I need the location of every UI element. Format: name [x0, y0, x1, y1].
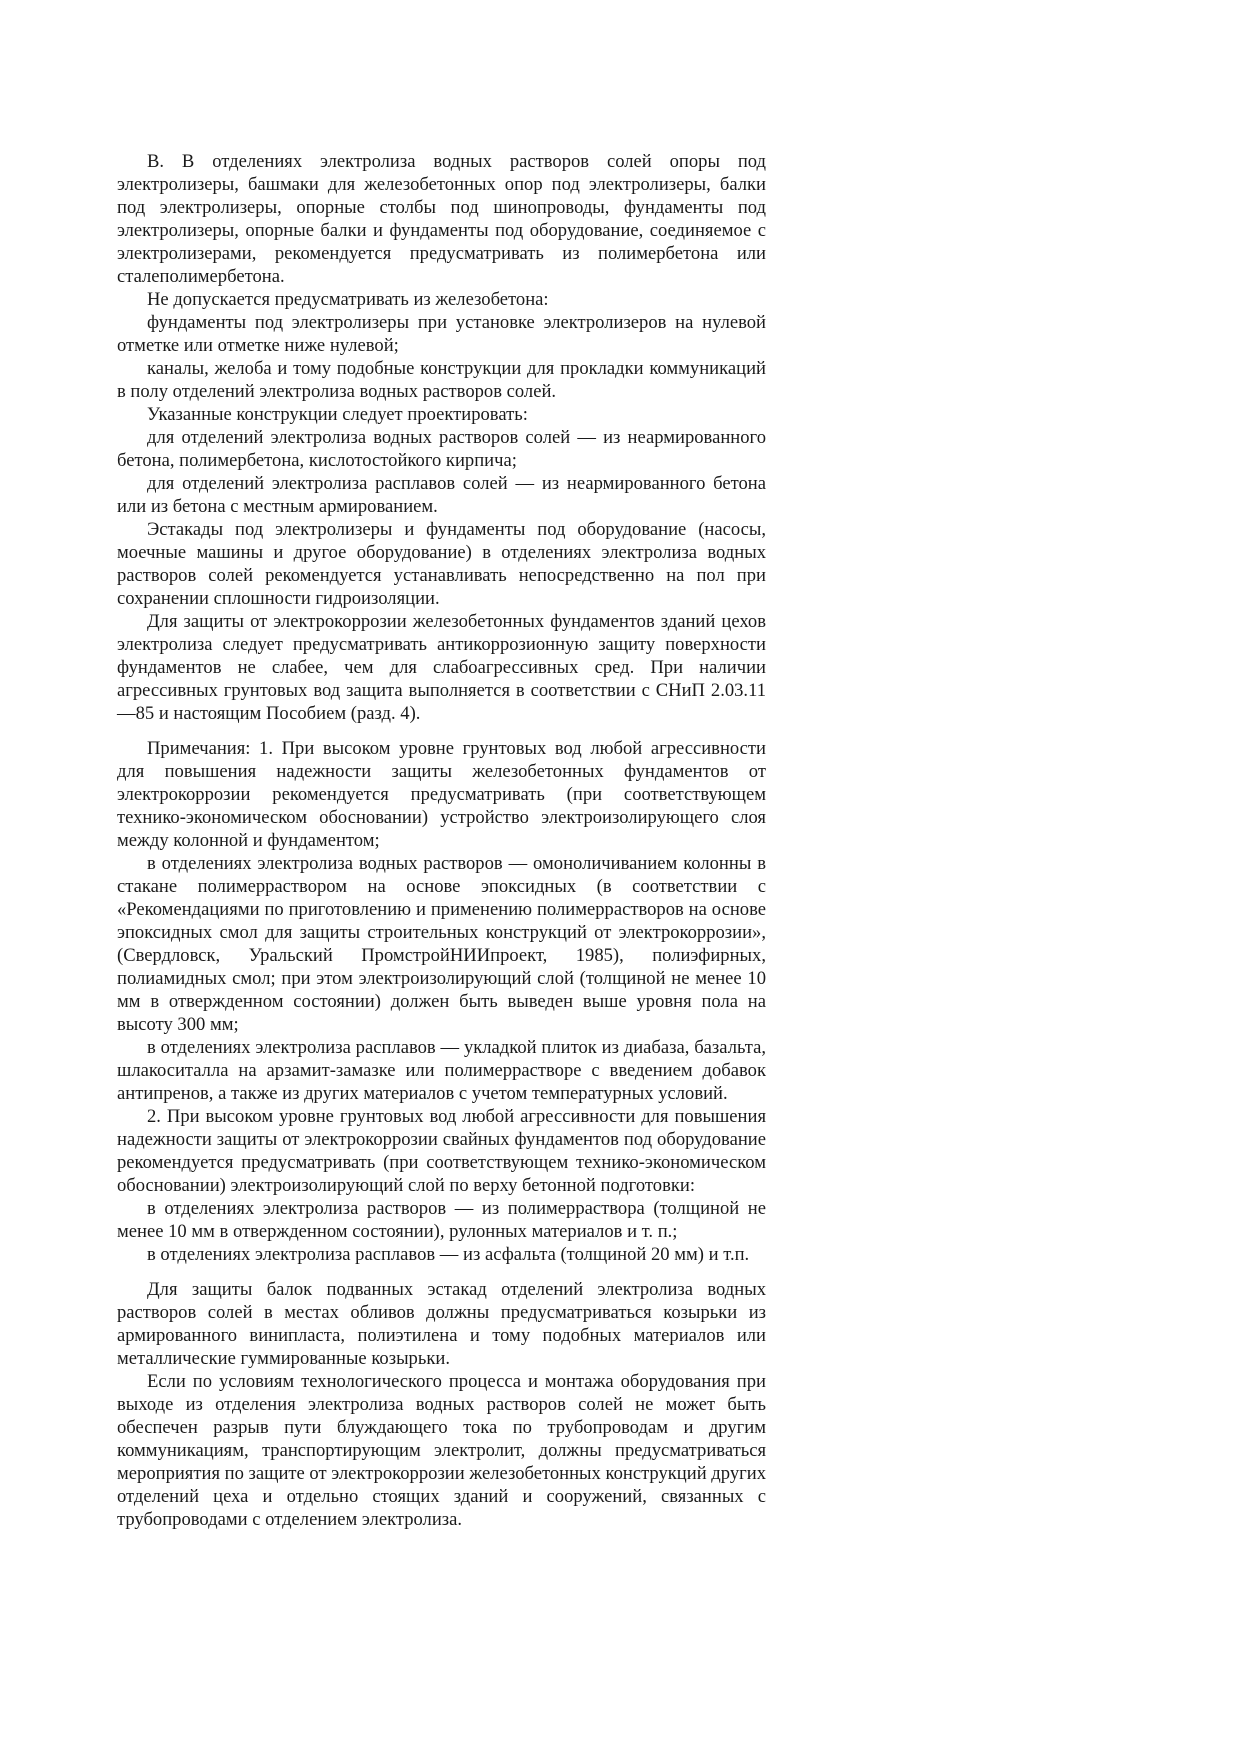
paragraph-beam-protection: Для защиты балок подванных эстакад отделений электролиза водных растворов солей в местах обливов должны предусматриваться козырьки из армированного винипласта, полиэтилена и тому подобных материалов или металлические гуммированные козырьки. [117, 1279, 766, 1369]
paragraph-salt-melts: для отделений электролиза расплавов солей — из неармированного бетона или из бетона с местным армированием. [117, 473, 766, 517]
paragraph-corrosion-protection: Для защиты от электрокоррозии железобетонных фундаментов зданий цехов электролиза следует предусматривать антикоррозионную защиту поверхности фундаментов не слабее, чем для слабоагрессивных сред. При наличии агрессивных грунтовых вод защита выполняется в соответствии с СНиП 2.03.11—85 и настоящим Пособием (разд. 4). [117, 611, 766, 724]
paragraph-notes-2-solutions: в отделениях электролиза растворов — из полимерраствора (толщиной не менее 10 мм в отвержденном состоянии), рулонных материалов и т. п.; [117, 1198, 766, 1242]
paragraph-not-allowed-concrete: Не допускается предусматривать из железобетона: [147, 289, 549, 310]
paragraph-electrolysis-supports: В. В отделениях электролиза водных растворов солей опоры под электролизеры, башмаки для железобетонных опор под электролизеры, балки под электролизеры, опорные столбы под шинопроводы, фундаменты под электролизеры, опорные балки и фундаменты под оборудование, соединяемое с электролизерами, рекомендуется предусматривать из полимербетона или сталеполимербетона. [117, 151, 766, 287]
paragraph-stray-current: Если по условиям технологического процесса и монтажа оборудования при выходе из отделения электролиза водных растворов солей не может быть обеспечен разрыв пути блуждающего тока по трубопроводам и другим коммуникациям, транспортирующим электролит, должны предусматриваться мероприятия по защите от электрокоррозии железобетонных конструкций других отделений цеха и отдельно стоящих зданий и сооружений, связанных с трубопроводами с отделением электролиза. [117, 1371, 766, 1530]
paragraph-notes-1: Примечания: 1. При высоком уровне грунтовых вод любой агрессивности для повышения надежности защиты железобетонных фундаментов от электрокоррозии рекомендуется предусматривать (при соответствующем технико-экономическом обосновании) устройство электроизолирующего слоя между колонной и фундаментом; [117, 738, 766, 851]
paragraph-foundations-zero-mark: фундаменты под электролизеры при установке электролизеров на нулевой отметке или отметке ниже нулевой; [117, 312, 766, 356]
paragraph-channels-troughs: каналы, желоба и тому подобные конструкции для прокладки коммуникаций в полу отделений электролиза водных растворов солей. [117, 358, 766, 402]
paragraph-notes-solutions: в отделениях электролиза водных растворов — омоноличиванием колонны в стакане полимерраствором на основе эпоксидных (в соответствии с «Рекомендациями по приготовлению и применению полимеррастворов на основе эпоксидных смол для защиты строительных конструкций от электрокоррозии», (Свердловск, Уральский ПромстройНИИпроект, 1985), полиэфирных, полиамидных смол; при этом электроизолирующий слой (толщиной не менее 10 мм в отвержденном состоянии) должен быть выведен выше уровня пола на высоту 300 мм; [117, 853, 766, 1035]
document-body [117, 150, 766, 1531]
paragraph-salt-solutions: для отделений электролиза водных растворов солей — из неармированного бетона, полимербетона, кислотостойкого кирпича; [117, 427, 766, 471]
paragraph-notes-melts: в отделениях электролиза расплавов — укладкой плиток из диабаза, базальта, шлакоситалла на арзамит-замазке или полимеррастворе с введением добавок антипренов, а также из других материалов с учетом температурных условий. [117, 1037, 766, 1104]
paragraph-trestles: Эстакады под электролизеры и фундаменты под оборудование (насосы, моечные машины и другое оборудование) в отделениях электролиза водных растворов солей рекомендуется устанавливать непосредственно на пол при сохранении сплошности гидроизоляции. [117, 519, 766, 609]
paragraph-design-constructions: Указанные конструкции следует проектировать: [147, 404, 528, 425]
paragraph-notes-2: 2. При высоком уровне грунтовых вод любой агрессивности для повышения надежности защиты от электрокоррозии свайных фундаментов под оборудование рекомендуется предусматривать (при соответствующем технико-экономическом обосновании) электроизолирующий слой по верху бетонной подготовки: [117, 1106, 766, 1196]
paragraph-notes-2-melts: в отделениях электролиза расплавов — из асфальта (толщиной 20 мм) и т.п. [147, 1244, 750, 1265]
